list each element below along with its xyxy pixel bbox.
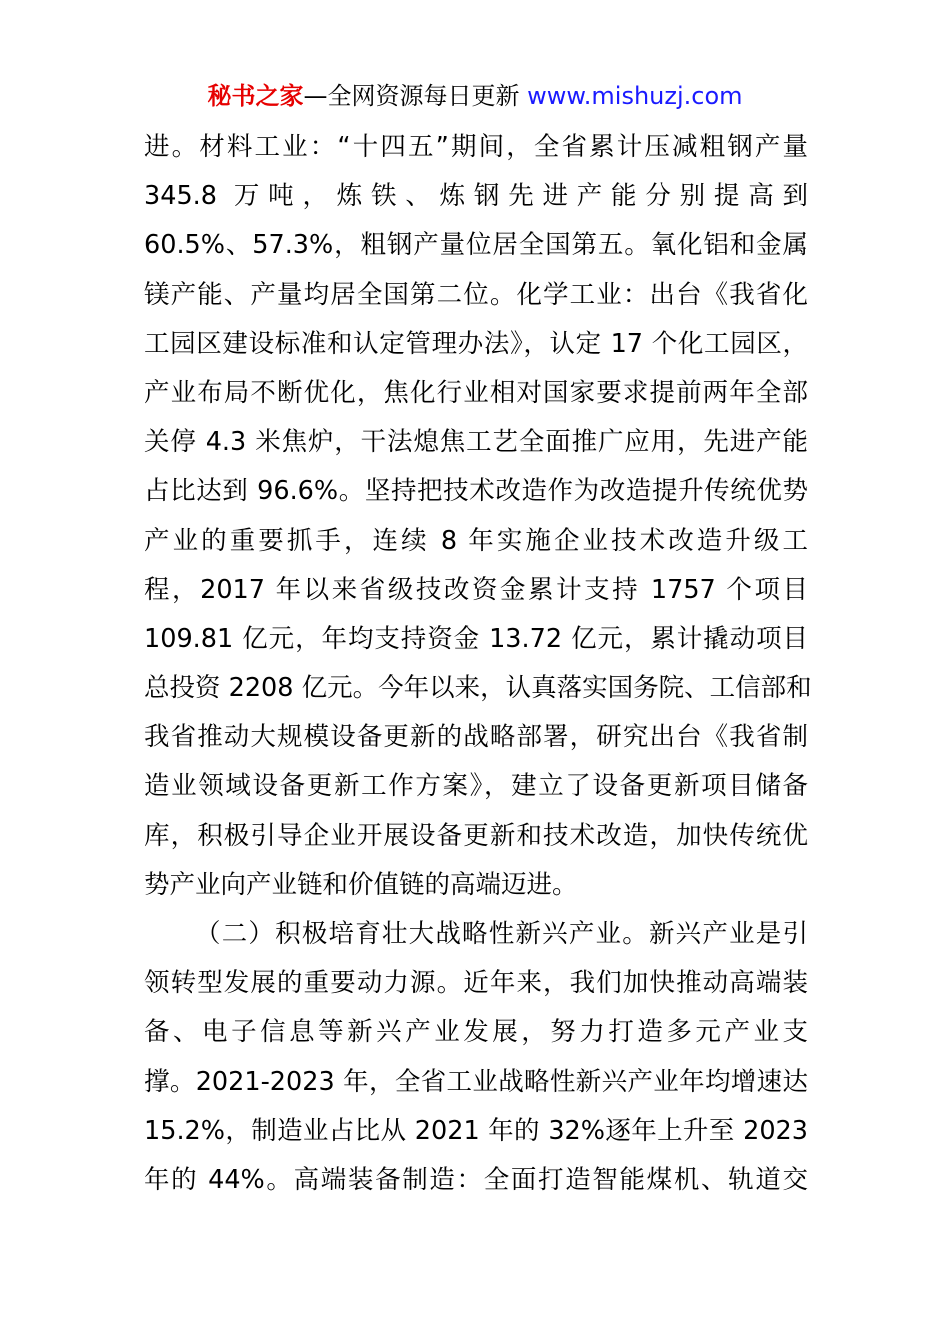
text-line: 进。材料工业：“十四五”期间，全省累计压减粗钢产量: [144, 132, 808, 162]
text-line: 造业领域设备更新工作方案》，建立了设备更新项目储备: [144, 771, 808, 802]
document-body: [144, 123, 812, 1205]
text-line: 关停 4.3 米焦炉，干法熄焦工艺全面推广应用，先进产能: [144, 427, 808, 458]
text-line: 15.2%，制造业占比从 2021 年的 32%逐年上升至 2023: [144, 1115, 808, 1146]
text-line: 撑。2021-2023 年，全省工业战略性新兴产业年均增速达: [144, 1066, 808, 1097]
text-line: 备、电子信息等新兴产业发展，努力打造多元产业支: [144, 1017, 808, 1048]
text-line: 109.81 亿元，年均支持资金 13.72 亿元，累计撬动项目: [144, 623, 808, 654]
text-line: 年的 44%。高端装备制造：全面打造智能煤机、轨道交: [144, 1164, 808, 1195]
text-line: 领转型发展的重要动力源。近年来，我们加快推动高端装: [144, 968, 808, 999]
header-tagline: —全网资源每日更新: [303, 82, 520, 110]
text-line: 程，2017 年以来省级技改资金累计支持 1757 个项目: [144, 574, 808, 605]
text-line: 我省推动大规模设备更新的战略部署，研究出台《我省制: [144, 722, 808, 753]
text-line: 产业的重要抓手，连续 8 年实施企业技术改造升级工: [144, 525, 808, 556]
text-line: 产业布局不断优化，焦化行业相对国家要求提前两年全部: [144, 377, 808, 408]
brand-name: 秘书之家: [207, 82, 304, 110]
text-line: 镁产能、产量均居全国第二位。化学工业：出台《我省化: [144, 279, 808, 310]
text-line: 库，积极引导企业开展设备更新和技术改造，加快传统优: [144, 820, 808, 851]
site-url-link[interactable]: www.mishuzj.com: [527, 82, 743, 110]
text-line: 60.5%、57.3%，粗钢产量位居全国第五。氧化铝和金属: [144, 230, 808, 261]
text-line: 345.8 万吨，炼铁、炼钢先进产能分别提高到: [144, 181, 808, 212]
text-line: 工园区建设标准和认定管理办法》，认定 17 个化工园区，: [144, 328, 808, 359]
text-line: 总投资 2208 亿元。今年以来，认真落实国务院、工信部和: [144, 673, 812, 704]
page-header: [0, 80, 950, 112]
text-line: 占比达到 96.6%。坚持把技术改造作为改造提升传统优势: [144, 476, 808, 507]
text-line-section-heading: （二）积极培育壮大战略性新兴产业。新兴产业是引: [195, 919, 808, 949]
text-line-paragraph-end: 势产业向产业链和价值链的高端迈进。: [144, 869, 578, 900]
